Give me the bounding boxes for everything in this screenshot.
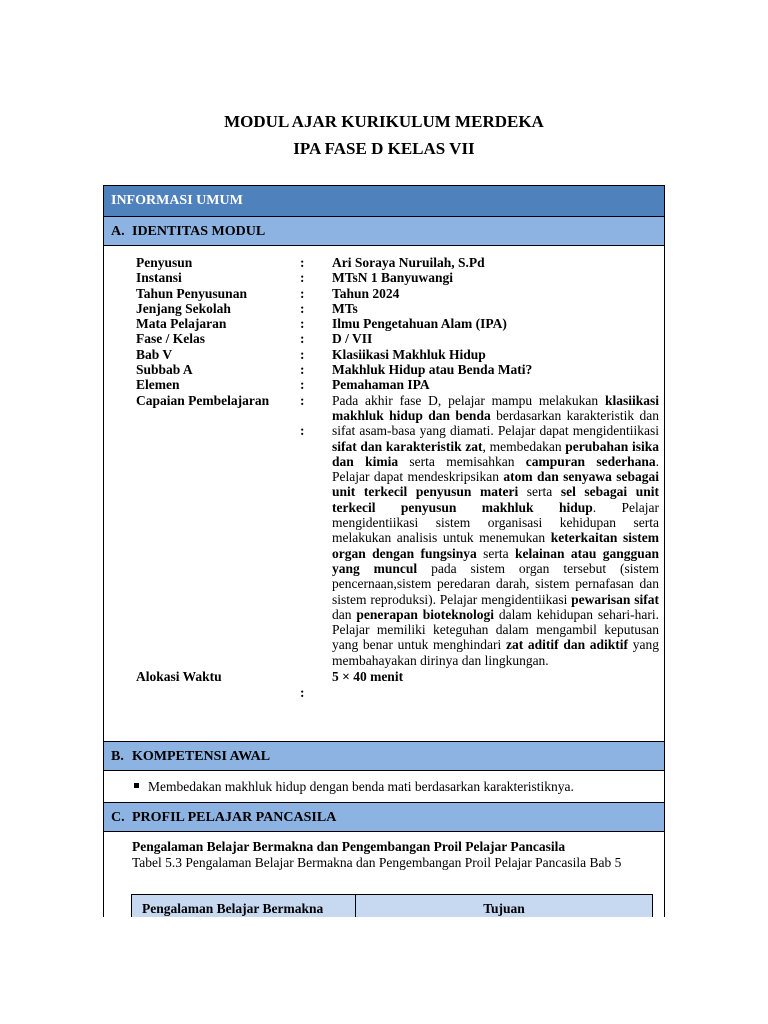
- identitas-label: Mata Pelajaran: [136, 316, 227, 332]
- capaian-segment: atom dan senyawa sebagai unit terkecil penyusun materi: [332, 469, 659, 500]
- capaian-segment: pada sistem organ tersebut (sistem pencernaan,sistem peredaran darah, sistem pernafasan dan sistem reproduksi). Pelajar mengidentiikasi: [332, 560, 659, 607]
- header-pengalaman: Pengalaman Belajar Bermakna: [132, 895, 356, 917]
- identitas-value: Tahun 2024: [332, 285, 400, 301]
- capaian-segment: klasiikasi makhluk hidup dan benda: [332, 392, 659, 423]
- colon: :: [300, 362, 305, 378]
- bullet-square-icon: [134, 783, 139, 788]
- capaian-segment: . Pelajar dapat mendeskripsikan: [332, 453, 659, 485]
- capaian-segment: campuran sederhana: [525, 453, 656, 469]
- identitas-row: [136, 316, 660, 331]
- kompetensi-text: Membedakan makhluk hidup dengan benda mati berdasarkan karakteristiknya.: [148, 779, 574, 794]
- colon: :: [300, 270, 305, 286]
- section-b-letter: B.: [111, 749, 124, 764]
- capaian-segment: keterkaitan sistem organ dengan fungsinya: [332, 530, 659, 561]
- identitas-value: Klasiikasi Makhluk Hidup: [332, 346, 486, 362]
- section-c-title: PROFIL PELAJAR PANCASILA: [132, 810, 337, 825]
- capaian-segment: . Pelajar mengidentiikasi sistem organisasi kehidupan serta melakukan analisis untuk menemukan: [332, 499, 659, 546]
- identitas-row: [136, 377, 660, 392]
- identitas-row: [136, 347, 660, 362]
- identitas-value: Ari Soraya Nuruilah, S.Pd: [332, 255, 485, 270]
- alokasi-label: Alokasi Waktu: [136, 669, 222, 685]
- section-b-band: [104, 741, 664, 771]
- colon: :: [300, 285, 305, 301]
- identitas-row: [136, 301, 660, 316]
- capaian-segment: perubahan isika dan kimia: [332, 438, 659, 469]
- identitas-row: [136, 331, 660, 346]
- identitas-label: Instansi: [136, 270, 182, 286]
- alokasi-row: [136, 669, 660, 701]
- profil-heading: Pengalaman Belajar Bermakna dan Pengembangan Proil Pelajar Pancasila: [132, 839, 566, 854]
- colon: :: [300, 422, 305, 438]
- section-b-title: KOMPETENSI AWAL: [132, 749, 271, 764]
- informasi-umum-label: INFORMASI UMUM: [111, 193, 243, 208]
- identitas-value: Ilmu Pengetahuan Alam (IPA): [332, 316, 507, 332]
- identitas-value: MTs: [332, 300, 358, 316]
- identitas-value: MTsN 1 Banyuwangi: [332, 270, 454, 286]
- informasi-umum-band: [104, 186, 664, 216]
- identitas-label: Penyusun: [136, 255, 193, 270]
- section-a-band: [104, 216, 664, 246]
- colon: :: [300, 300, 305, 316]
- identitas-row: [136, 286, 660, 301]
- identitas-row: [136, 270, 660, 285]
- identitas-label: Elemen: [136, 377, 180, 393]
- kompetensi-item: [134, 779, 574, 795]
- section-a-letter: A.: [111, 224, 125, 239]
- capaian-segment: dalam kehidupan sehari-hari. Pelajar memiliki keteguhan dalam mengambil keputusan yang benar untuk menghindari: [332, 606, 659, 653]
- pengalaman-table-header: [131, 894, 653, 917]
- header-tujuan: Tujuan: [356, 895, 652, 917]
- identitas-label: Bab V: [136, 346, 173, 362]
- identitas-value: Pemahaman IPA: [332, 377, 430, 393]
- identitas-list: [136, 255, 660, 701]
- capaian-segment: serta: [518, 484, 561, 500]
- alokasi-value: 5 × 40 menit: [332, 669, 404, 685]
- capaian-segment: dan: [332, 606, 357, 622]
- capaian-segment: sel sebagai unit terkecil penyusun makhluk hidup: [332, 484, 660, 515]
- capaian-label: Capaian Pembelajaran: [136, 392, 270, 408]
- capaian-segment: zat aditif dan adiktif: [505, 637, 629, 653]
- capaian-segment: sifat dan karakteristik zat: [332, 438, 483, 454]
- capaian-segment: kelainan atau gangguan yang muncul: [332, 545, 660, 576]
- capaian-segment: yang membahayakan dirinya dan lingkungan.: [332, 637, 659, 668]
- identitas-row: [136, 362, 660, 377]
- colon: :: [300, 316, 305, 332]
- capaian-segment: Pada akhir fase D, pelajar mampu melakukan: [332, 392, 605, 408]
- colon: :: [300, 377, 305, 393]
- identitas-label: Fase / Kelas: [136, 331, 205, 347]
- colon: :: [300, 346, 305, 362]
- identitas-label: Subbab A: [136, 362, 193, 378]
- colon: :: [300, 255, 305, 270]
- section-c-band: [104, 802, 664, 832]
- colon: :: [300, 331, 305, 347]
- capaian-segment: penerapan bioteknologi: [356, 606, 495, 622]
- identitas-value: Makhluk Hidup atau Benda Mati?: [332, 362, 533, 378]
- document-subtitle: IPA FASE D KELAS VII: [293, 139, 475, 158]
- identitas-value: D / VII: [332, 331, 373, 347]
- colon: :: [300, 392, 305, 408]
- document-title: MODUL AJAR KURIKULUM MERDEKA: [224, 112, 544, 131]
- identitas-label: Jenjang Sekolah: [136, 300, 231, 316]
- capaian-text: [332, 393, 659, 668]
- capaian-segment: serta: [476, 545, 515, 561]
- colon: :: [300, 685, 305, 701]
- capaian-segment: serta memisahkan: [398, 453, 526, 469]
- capaian-segment: berdasarkan karakteristik dan sifat asam-basa yang diamati. Pelajar dapat mengidentiikasi: [332, 407, 659, 439]
- identitas-row: [136, 255, 660, 270]
- module-table: [103, 185, 665, 917]
- capaian-segment: , membedakan: [482, 438, 566, 454]
- section-c-letter: C.: [111, 810, 125, 825]
- section-a-title: IDENTITAS MODUL: [132, 224, 266, 239]
- profil-caption: Tabel 5.3 Pengalaman Belajar Bermakna dan Pengembangan Proil Pelajar Pancasila Bab 5: [132, 855, 622, 870]
- capaian-row: [136, 393, 660, 668]
- capaian-segment: pewarisan sifat: [571, 591, 660, 607]
- identitas-label: Tahun Penyusunan: [136, 285, 247, 301]
